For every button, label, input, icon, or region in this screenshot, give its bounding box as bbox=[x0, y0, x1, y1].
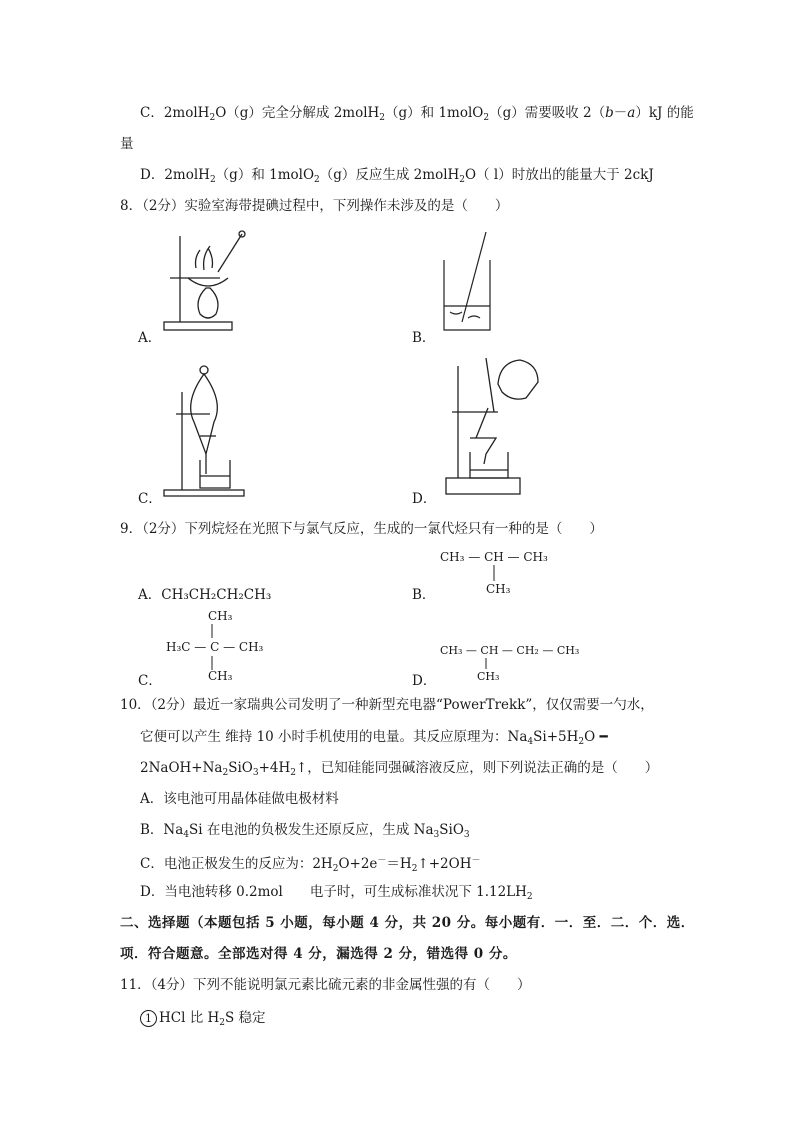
q7-option-c-continued: 量 bbox=[120, 136, 134, 152]
q9-option-b-branch: CH₃ bbox=[486, 582, 511, 596]
q9-option-b-main-chain: CH₃ — CH — CH₃ bbox=[440, 550, 548, 564]
q8-option-a-label: A． bbox=[138, 330, 162, 346]
filtration-apparatus-image bbox=[440, 354, 540, 496]
q10-option-c: C．电池正极发生的反应为：$2H_2O+2e^-=H_2↑+2OH^-$ bbox=[140, 856, 481, 874]
q10-stem-line3: $2NaOH+Na_2SiO_3+4H_2↑$，已知硅能同强碱溶液反应，则下列说法正确的是（ ） bbox=[140, 760, 659, 778]
separatory-funnel-image bbox=[160, 362, 260, 498]
q10-option-b: B．$Na_4Si$ 在电池的负极发生还原反应，生成 $Na_3SiO_3$ bbox=[140, 822, 470, 840]
circled-number-1: 1 bbox=[140, 1010, 157, 1027]
q10-stem-line2: 它便可以产生 维持 10 小时手机使用的电量。其反应原理为：$Na_4Si+5H_2O$ ━ bbox=[140, 729, 608, 747]
q9-option-c-label: C． bbox=[138, 673, 162, 689]
q7-option-d: D．2molH$_2$（g）和 1molO$_2$（g）反应生成 2molH$_2$O（ l）时放出的能量大于 2ckJ bbox=[140, 167, 654, 185]
q9-option-d-bond bbox=[484, 658, 488, 670]
q10-option-d: D．当电池转移 0.2mol 电子时，可生成标准状况下 $1.12LH_2$ bbox=[140, 884, 533, 902]
beaker-stirring-image bbox=[440, 230, 500, 338]
section2-heading-line1: 二、选择题（本题包括 5 小题，每小题 4 分，共 20 分。每小题有．一．至．二．个．选． bbox=[120, 915, 695, 931]
q8-option-d-label: D． bbox=[412, 491, 437, 507]
q9-option-b-bond bbox=[492, 565, 496, 583]
q7-option-c: C．2molH$_2$O（g）完全分解成 2molH$_2$（g）和 1molO$_2$（g）需要吸收 2（b－a）kJ 的能 bbox=[140, 105, 694, 123]
q9-option-c-middle: H₃C — C — CH₃ bbox=[166, 640, 264, 654]
q8-stem: 8．（2分）实验室海带提碘过程中，下列操作未涉及的是（ ） bbox=[120, 198, 509, 214]
q9-option-c-bonds bbox=[210, 624, 214, 670]
q9-option-d-branch: CH₃ bbox=[477, 670, 500, 683]
q9-option-b-label: B． bbox=[412, 587, 436, 603]
q10-stem-line1: 10．（2分）最近一家瑞典公司发明了一种新型充电器“PowerTrekk”，仅仅需要一勺水， bbox=[120, 697, 654, 713]
q9-option-d-main-chain: CH₃ — CH — CH₂ — CH₃ bbox=[440, 644, 580, 657]
evaporation-apparatus-image bbox=[158, 228, 258, 336]
q11-stem: 11．（4分）下列不能说明氯元素比硫元素的非金属性强的有（ ） bbox=[120, 977, 531, 993]
q10-option-a: A．该电池可用晶体硅做电极材料 bbox=[140, 791, 339, 807]
q9-option-a: A．CH₃CH₂CH₂CH₃ bbox=[138, 587, 272, 603]
q8-option-c-label: C． bbox=[138, 491, 162, 507]
q9-stem: 9．（2分）下列烷烃在光照下与氯气反应，生成的一氯代烃只有一种的是（ ） bbox=[120, 521, 603, 537]
q8-option-b-label: B． bbox=[412, 330, 436, 346]
q9-option-c-top: CH₃ bbox=[208, 609, 233, 623]
section2-heading-line2: 项．符合题意。全部选对得 4 分，漏选得 2 分，错选得 0 分。 bbox=[120, 946, 517, 962]
q9-option-d-label: D． bbox=[412, 673, 437, 689]
q11-item-1: 1 HCl 比 $H_2S$ 稳定 bbox=[140, 1009, 266, 1032]
q9-option-c-bottom: CH₃ bbox=[208, 669, 233, 683]
